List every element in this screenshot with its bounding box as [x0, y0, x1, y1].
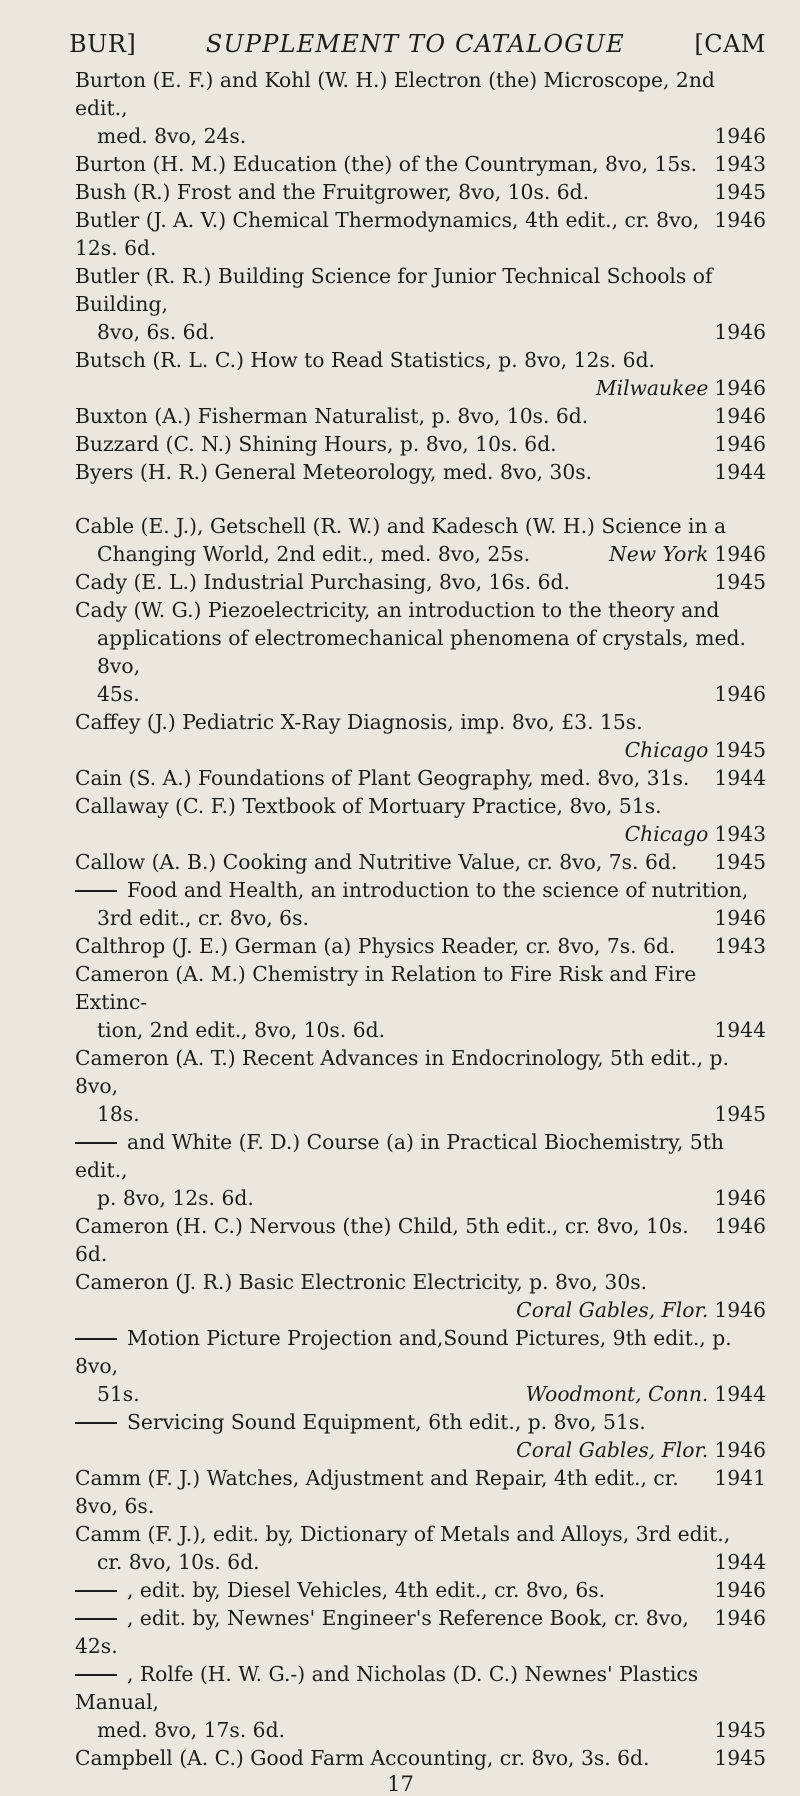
entry-text: 45s. [97, 682, 140, 706]
catalogue-entry [75, 1576, 766, 1604]
catalogue-entry [75, 1212, 766, 1268]
entry-text: Camm (F. J.) Watches, Adjustment and Repair, 4th edit., cr. 8vo, 6s. [75, 1466, 679, 1518]
header-right: [CAM [694, 30, 766, 58]
entry-year: 1945 [714, 1102, 766, 1126]
catalogue-entry [75, 876, 766, 932]
catalogue-entry [75, 1324, 766, 1408]
ditto-dash [75, 1618, 117, 1620]
entry-text: Cady (W. G.) Piezoelectricity, an introduction to the theory and [75, 598, 720, 622]
entry-text: Burton (H. M.) Education (the) of the Countryman, 8vo, 15s. [75, 152, 698, 176]
ditto-dash [75, 1338, 117, 1340]
entry-text: 3rd edit., cr. 8vo, 6s. [97, 906, 309, 930]
entry-year: 1946 [714, 1214, 766, 1238]
entry-year: 1943 [714, 152, 766, 176]
entry-text: p. 8vo, 12s. 6d. [97, 1186, 254, 1210]
entry-year: 1944 [714, 460, 766, 484]
catalogue-entry [75, 596, 766, 708]
section-b-entries [75, 66, 766, 486]
catalogue-entry [75, 206, 766, 262]
catalogue-entry [75, 764, 766, 792]
ditto-dash [75, 1422, 117, 1424]
entry-place: New York [608, 542, 709, 566]
entry-text: Butsch (R. L. C.) How to Read Statistics, p. 8vo, 12s. 6d. [75, 348, 655, 372]
catalogue-entry [75, 1044, 766, 1128]
catalogue-entry [75, 66, 766, 150]
entry-year: 1945 [714, 570, 766, 594]
entry-year: 1946 [714, 376, 766, 400]
entry-place: Coral Gables, Flor. [516, 1298, 709, 1322]
entry-text: cr. 8vo, 10s. 6d. [97, 1550, 260, 1574]
entry-text: Cain (S. A.) Foundations of Plant Geography, med. 8vo, 31s. [75, 766, 690, 790]
entry-year: 1943 [714, 822, 766, 846]
entry-text: Cameron (J. R.) Basic Electronic Electricity, p. 8vo, 30s. [75, 1270, 648, 1294]
entry-text: applications of electromechanical phenomena of crystals, med. 8vo, [97, 626, 746, 678]
catalogue-entry [75, 346, 766, 402]
catalogue-entry [75, 178, 766, 206]
entry-year: 1946 [714, 432, 766, 456]
entry-year: 1946 [714, 1606, 766, 1630]
entry-text: Cameron (H. C.) Nervous (the) Child, 5th edit., cr. 8vo, 10s. 6d. [75, 1214, 689, 1266]
entry-year: 1944 [714, 1550, 766, 1574]
entry-text: Calthrop (J. E.) German (a) Physics Reader, cr. 8vo, 7s. 6d. [75, 934, 676, 958]
catalogue-entry [75, 150, 766, 178]
entry-text: med. 8vo, 24s. [97, 124, 247, 148]
entry-text: Buxton (A.) Fisherman Naturalist, p. 8vo, 10s. 6d. [75, 404, 589, 428]
entry-place: Milwaukee [595, 376, 709, 400]
entry-text: Cable (E. J.), Getschell (R. W.) and Kadesch (W. H.) Science in a [75, 514, 727, 538]
catalogue-entry [75, 932, 766, 960]
entry-year: 1946 [714, 1186, 766, 1210]
header-title: SUPPLEMENT TO CATALOGUE [205, 30, 625, 58]
catalogue-entry [75, 1464, 766, 1520]
entry-text: Burton (E. F.) and Kohl (W. H.) Electron (the) Microscope, 2nd edit., [75, 68, 715, 120]
catalogue-entry [75, 1408, 766, 1464]
entry-text: Cameron (A. T.) Recent Advances in Endocrinology, 5th edit., p. 8vo, [75, 1046, 729, 1098]
entry-text: and White (F. D.) Course (a) in Practical Biochemistry, 5th edit., [75, 1130, 724, 1182]
entry-year: 1946 [714, 1438, 766, 1462]
catalogue-entry [75, 458, 766, 486]
entry-year: 1946 [714, 404, 766, 428]
entry-text: tion, 2nd edit., 8vo, 10s. 6d. [97, 1018, 386, 1042]
entry-text: med. 8vo, 17s. 6d. [97, 1718, 286, 1742]
entry-text: Camm (F. J.), edit. by, Dictionary of Metals and Alloys, 3rd edit., [75, 1522, 731, 1546]
entry-year: 1945 [714, 850, 766, 874]
entry-year: 1946 [714, 1578, 766, 1602]
catalogue-entry [75, 1268, 766, 1324]
entry-text: 51s. [97, 1382, 140, 1406]
catalogue-entry [75, 568, 766, 596]
entry-year: 1945 [714, 1746, 766, 1770]
page-number: 17 [387, 1772, 414, 1796]
catalogue-entry [75, 848, 766, 876]
entry-place: Chicago [624, 738, 709, 762]
entry-text: Buzzard (C. N.) Shining Hours, p. 8vo, 10s. 6d. [75, 432, 557, 456]
catalogue-entry [75, 708, 766, 764]
entry-text: 8vo, 6s. 6d. [97, 320, 216, 344]
catalogue-entry [75, 792, 766, 848]
entry-text: Butler (R. R.) Building Science for Junior Technical Schools of Building, [75, 264, 713, 316]
entry-text: Butler (J. A. V.) Chemical Thermodynamics, 4th edit., cr. 8vo, 12s. 6d. [75, 208, 700, 260]
catalogue-entry [75, 1520, 766, 1576]
catalogue-entry [75, 402, 766, 430]
header-left: BUR] [69, 30, 137, 58]
entry-year: 1946 [714, 906, 766, 930]
entry-text: Campbell (A. C.) Good Farm Accounting, cr. 8vo, 3s. 6d. [75, 1746, 650, 1770]
ditto-dash [75, 1674, 117, 1676]
ditto-dash [75, 1142, 117, 1144]
entry-text: Motion Picture Projection and,Sound Pictures, 9th edit., p. 8vo, [75, 1326, 732, 1378]
entry-place: Coral Gables, Flor. [516, 1438, 709, 1462]
ditto-dash [75, 890, 117, 892]
entry-year: 1941 [714, 1466, 766, 1490]
catalogue-entry [75, 1660, 766, 1744]
entry-text: Bush (R.) Frost and the Fruitgrower, 8vo, 10s. 6d. [75, 180, 590, 204]
catalogue-entry [75, 430, 766, 458]
entry-year: 1943 [714, 934, 766, 958]
entry-text: Byers (H. R.) General Meteorology, med. 8vo, 30s. [75, 460, 593, 484]
entry-place: Chicago [624, 822, 709, 846]
section-c-entries [75, 512, 766, 1772]
entry-text: Changing World, 2nd edit., med. 8vo, 25s. [97, 542, 531, 566]
catalogue-entry [75, 1604, 766, 1660]
entry-year: 1945 [714, 738, 766, 762]
entry-text: 18s. [97, 1102, 140, 1126]
catalogue-entry [75, 262, 766, 346]
entry-text: Food and Health, an introduction to the science of nutrition, [127, 878, 749, 902]
entry-year: 1946 [714, 124, 766, 148]
running-header [69, 30, 766, 58]
entry-text: Callaway (C. F.) Textbook of Mortuary Practice, 8vo, 51s. [75, 794, 662, 818]
entry-year: 1946 [714, 542, 766, 566]
entry-year: 1945 [714, 1718, 766, 1742]
catalogue-entry [75, 1128, 766, 1212]
entry-text: Cady (E. L.) Industrial Purchasing, 8vo, 16s. 6d. [75, 570, 570, 594]
entry-year: 1946 [714, 208, 766, 232]
entry-text: Callow (A. B.) Cooking and Nutritive Value, cr. 8vo, 7s. 6d. [75, 850, 678, 874]
entry-text: Cameron (A. M.) Chemistry in Relation to Fire Risk and Fire Extinc- [75, 962, 697, 1014]
entry-year: 1944 [714, 1018, 766, 1042]
catalogue-entry [75, 512, 766, 568]
ditto-dash [75, 1590, 117, 1592]
entry-year: 1944 [714, 766, 766, 790]
catalogue-entry [75, 1744, 766, 1772]
entry-year: 1946 [714, 1298, 766, 1322]
entry-place: Woodmont, Conn. [525, 1382, 709, 1406]
entry-year: 1944 [714, 1382, 766, 1406]
entry-text: Servicing Sound Equipment, 6th edit., p. 8vo, 51s. [127, 1410, 646, 1434]
entry-year: 1946 [714, 682, 766, 706]
entry-year: 1945 [714, 180, 766, 204]
entry-text: , edit. by, Diesel Vehicles, 4th edit., cr. 8vo, 6s. [127, 1578, 606, 1602]
entry-text: Caffey (J.) Pediatric X-Ray Diagnosis, imp. 8vo, £3. 15s. [75, 710, 643, 734]
entry-year: 1946 [714, 320, 766, 344]
entry-text: , edit. by, Newnes' Engineer's Reference Book, cr. 8vo, 42s. [75, 1606, 689, 1658]
entry-text: , Rolfe (H. W. G.-) and Nicholas (D. C.) Newnes' Plastics Manual, [75, 1662, 699, 1714]
catalogue-entry [75, 960, 766, 1044]
